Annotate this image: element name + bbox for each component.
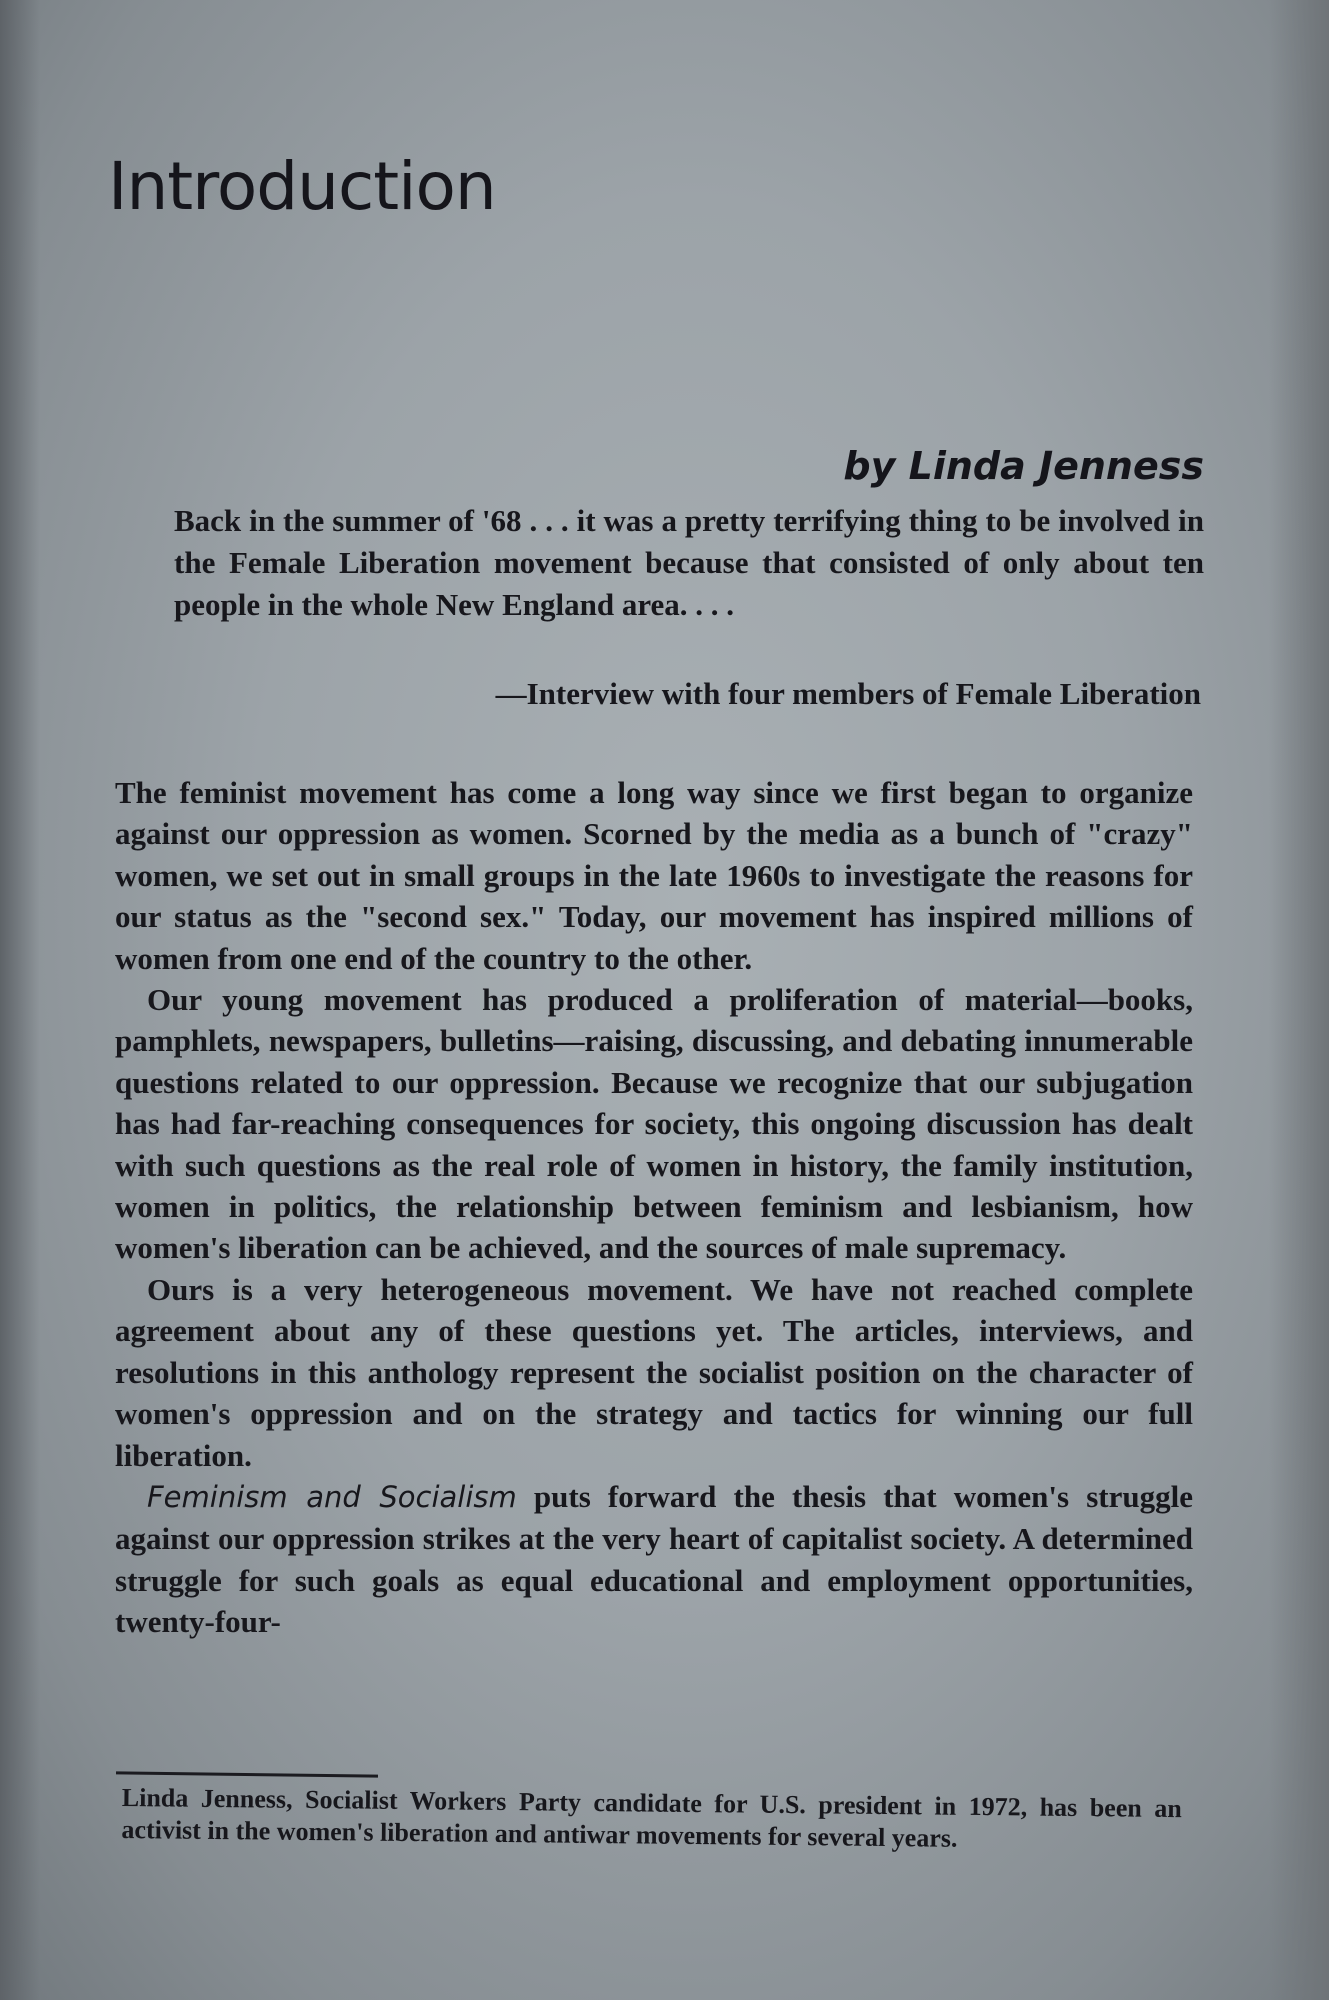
paragraph: Ours is a very heterogeneous movement. We have not reached complete agreement about any of these questions yet. The articles, interviews, and resolutions in this anthology represent the socialist position on the character of women's oppression and on the strategy and tactics for winning our full liberation. — [115, 1271, 1193, 1473]
paragraph-continued — [115, 1476, 1193, 1643]
epigraph-attribution: —Interview with four members of Female Liberation — [495, 676, 1201, 711]
main-text — [115, 772, 1193, 1643]
book-title: Feminism and Socialism — [147, 1479, 517, 1514]
author-footnote — [121, 1782, 1182, 1857]
paragraph: Our young movement has produced a proliferation of material—books, pamphlets, newspapers, bulletins—raising, discussing, and debating innumerable questions related to our oppression. Because we recognize that our subjugation has had far-reaching consequences for society, this ongoing discussion has dealt with such questions as the real role of women in history, the family institution, women in politics, the relationship between feminism and lesbianism, how women's liberation can be achieved, and the sources of male supremacy. — [115, 982, 1193, 1266]
footnote-divider — [116, 1771, 378, 1777]
paragraph: The feminist movement has come a long way since we first began to organize against our oppression as women. Scorned by the media as a bunch of "crazy" women, we set out in small groups in the late 1960s to investigate the reasons for our status as the "second sex." Today, our movement has inspired millions of women from one end of the country to the other. — [115, 775, 1193, 976]
author-byline: by Linda Jenness — [843, 444, 1204, 488]
footnote-text: Socialist Workers Party candidate for U.S. president in 1972, has been an activist in the women's liberation and antiwar movements for several years. — [121, 1784, 1182, 1853]
epigraph-quote: Back in the summer of '68 . . . it was a pretty terrifying thing to be involved in the Female Liberation movement because that consisted of only about ten people in the whole New England area. . . . — [174, 503, 1204, 622]
paragraph-text: puts forward the thesis that women's struggle against our oppression strikes at the very heart of capitalist society. A determined struggle for such goals as equal educational and employment opportunities, twenty-four- — [115, 1478, 1193, 1640]
chapter-title: Introduction — [108, 148, 496, 225]
footnote-author-name: Linda Jenness, — [121, 1783, 293, 1814]
